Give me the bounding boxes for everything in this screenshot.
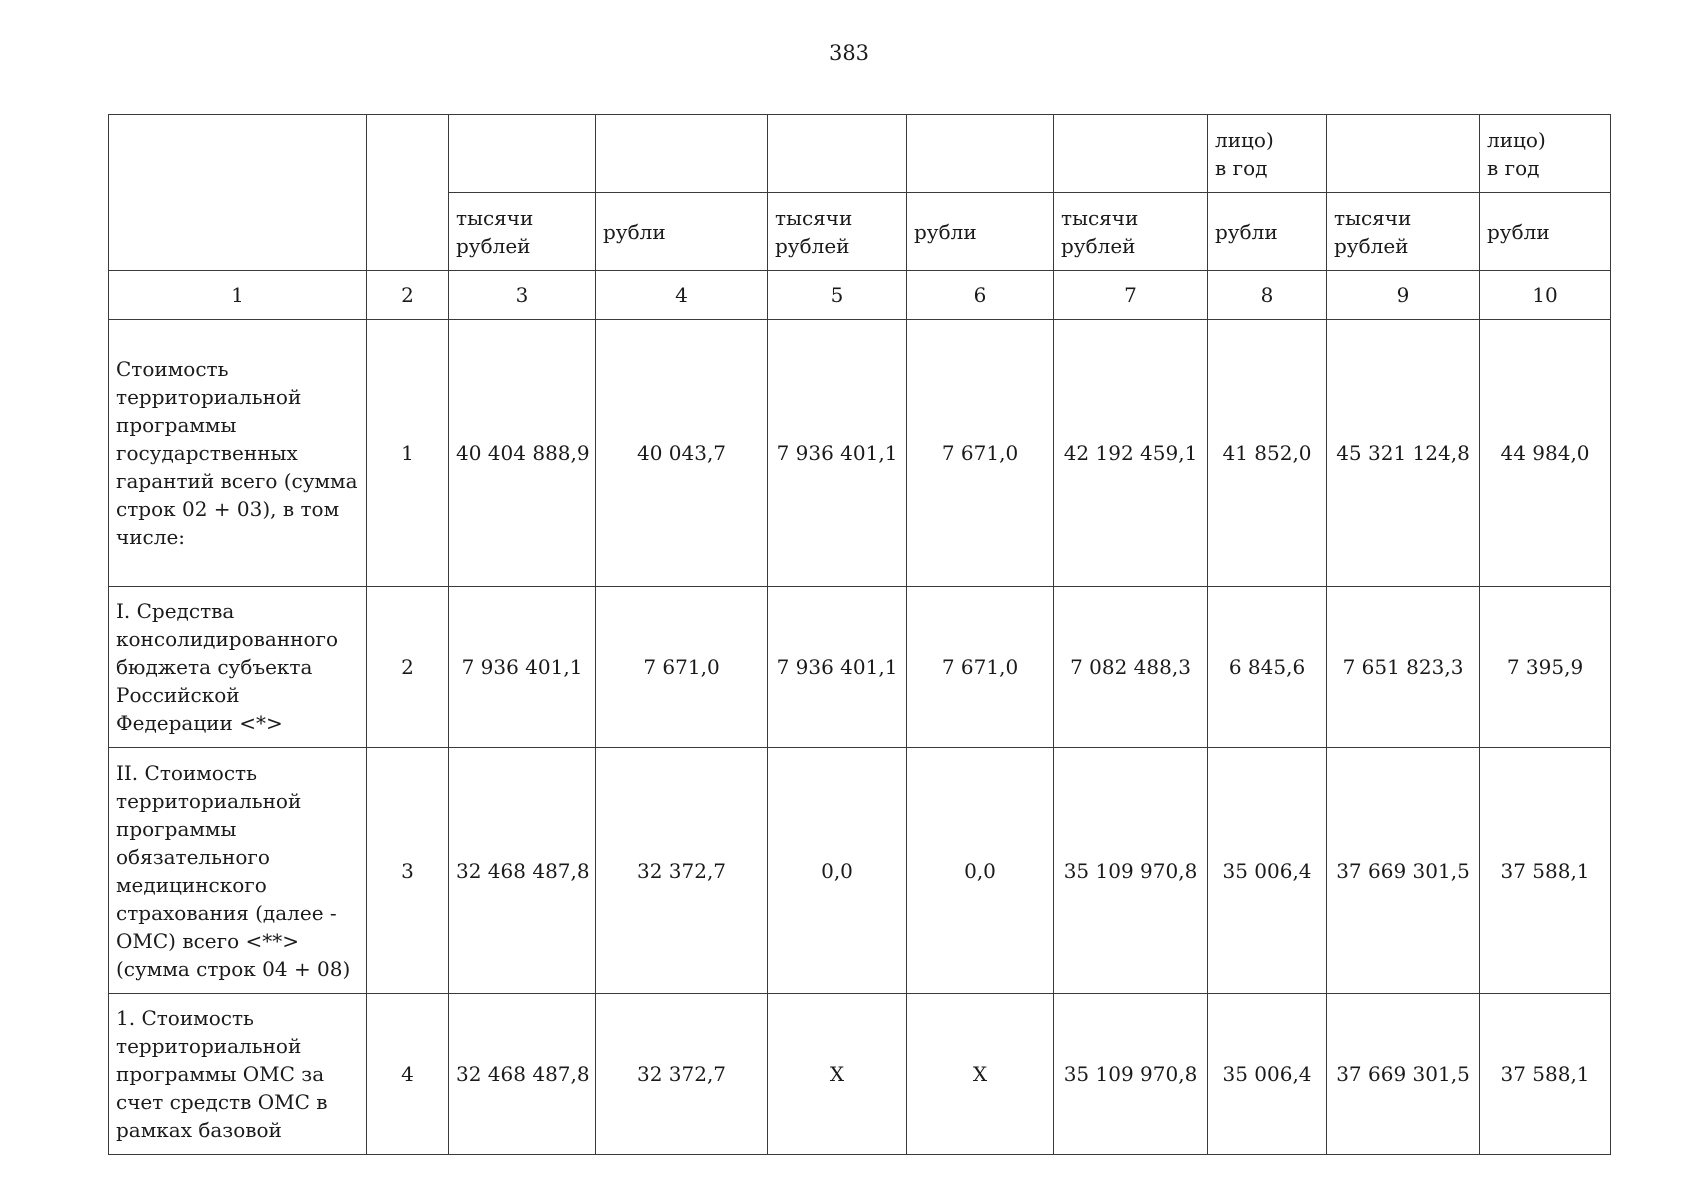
header-top-cell bbox=[1054, 115, 1208, 193]
value-cell: 35 006,4 bbox=[1208, 994, 1327, 1155]
column-number: 8 bbox=[1208, 271, 1327, 320]
value-cell: Х bbox=[768, 994, 907, 1155]
header-top-cell bbox=[449, 115, 596, 193]
column-number: 6 bbox=[907, 271, 1054, 320]
unit-cell: тысячи рублей bbox=[1054, 193, 1208, 271]
unit-cell: рубли bbox=[1208, 193, 1327, 271]
column-number: 5 bbox=[768, 271, 907, 320]
row-line-number: 3 bbox=[367, 748, 449, 994]
value-cell: 37 588,1 bbox=[1480, 994, 1611, 1155]
header-top-cell bbox=[907, 115, 1054, 193]
value-cell: 0,0 bbox=[768, 748, 907, 994]
table-row bbox=[109, 587, 1611, 748]
column-number: 4 bbox=[596, 271, 768, 320]
header-top-cell: лицо) в год bbox=[1208, 115, 1327, 193]
value-cell: 40 043,7 bbox=[596, 320, 768, 587]
value-cell: 32 468 487,8 bbox=[449, 748, 596, 994]
header-top-cell bbox=[1327, 115, 1480, 193]
value-cell: 35 109 970,8 bbox=[1054, 994, 1208, 1155]
column-number: 1 bbox=[109, 271, 367, 320]
unit-cell: тысячи рублей bbox=[1327, 193, 1480, 271]
value-cell: 7 671,0 bbox=[907, 587, 1054, 748]
value-cell: 7 936 401,1 bbox=[768, 320, 907, 587]
value-cell: 41 852,0 bbox=[1208, 320, 1327, 587]
column-number-row bbox=[109, 271, 1611, 320]
header-top-cell: лицо) в год bbox=[1480, 115, 1611, 193]
value-cell: 7 671,0 bbox=[907, 320, 1054, 587]
value-cell: 37 669 301,5 bbox=[1327, 748, 1480, 994]
value-cell: 35 109 970,8 bbox=[1054, 748, 1208, 994]
unit-cell: рубли bbox=[596, 193, 768, 271]
value-cell: 40 404 888,9 bbox=[449, 320, 596, 587]
value-cell: 0,0 bbox=[907, 748, 1054, 994]
column-number: 9 bbox=[1327, 271, 1480, 320]
page-number: 383 bbox=[828, 41, 870, 65]
value-cell: 45 321 124,8 bbox=[1327, 320, 1480, 587]
value-cell: 7 936 401,1 bbox=[768, 587, 907, 748]
value-cell: 7 671,0 bbox=[596, 587, 768, 748]
column-number: 3 bbox=[449, 271, 596, 320]
unit-cell: тысячи рублей bbox=[449, 193, 596, 271]
row-line-number: 1 bbox=[367, 320, 449, 587]
column-number: 10 bbox=[1480, 271, 1611, 320]
value-cell: 44 984,0 bbox=[1480, 320, 1611, 587]
header-top-cell bbox=[596, 115, 768, 193]
budget-table bbox=[108, 114, 1611, 1155]
value-cell: 32 468 487,8 bbox=[449, 994, 596, 1155]
value-cell: 7 936 401,1 bbox=[449, 587, 596, 748]
value-cell: Х bbox=[907, 994, 1054, 1155]
row-label: Стоимость территориальной программы государственных гарантий всего (сумма строк 02 + 03), в том числе: bbox=[109, 320, 367, 587]
value-cell: 6 845,6 bbox=[1208, 587, 1327, 748]
row-line-number: 4 bbox=[367, 994, 449, 1155]
value-cell: 7 651 823,3 bbox=[1327, 587, 1480, 748]
value-cell: 37 669 301,5 bbox=[1327, 994, 1480, 1155]
row-label: 1. Стоимость территориальной программы ОМС за счет средств ОМС в рамках базовой bbox=[109, 994, 367, 1155]
header-cell-line bbox=[367, 115, 449, 271]
header-cell-name bbox=[109, 115, 367, 271]
header-top-cell bbox=[768, 115, 907, 193]
value-cell: 37 588,1 bbox=[1480, 748, 1611, 994]
table-row bbox=[109, 994, 1611, 1155]
value-cell: 35 006,4 bbox=[1208, 748, 1327, 994]
row-line-number: 2 bbox=[367, 587, 449, 748]
table-row bbox=[109, 748, 1611, 994]
column-number: 2 bbox=[367, 271, 449, 320]
value-cell: 7 082 488,3 bbox=[1054, 587, 1208, 748]
unit-cell: тысячи рублей bbox=[768, 193, 907, 271]
column-number: 7 bbox=[1054, 271, 1208, 320]
value-cell: 7 395,9 bbox=[1480, 587, 1611, 748]
row-label: I. Средства консолидированного бюджета субъекта Российской Федерации <*> bbox=[109, 587, 367, 748]
unit-cell: рубли bbox=[1480, 193, 1611, 271]
row-label: II. Стоимость территориальной программы обязательного медицинского страхования (далее - ОМС) всего <**> (сумма строк 04 + 08) bbox=[109, 748, 367, 994]
value-cell: 32 372,7 bbox=[596, 994, 768, 1155]
header-row-top bbox=[109, 115, 1611, 193]
table-row bbox=[109, 320, 1611, 587]
value-cell: 42 192 459,1 bbox=[1054, 320, 1208, 587]
unit-cell: рубли bbox=[907, 193, 1054, 271]
value-cell: 32 372,7 bbox=[596, 748, 768, 994]
